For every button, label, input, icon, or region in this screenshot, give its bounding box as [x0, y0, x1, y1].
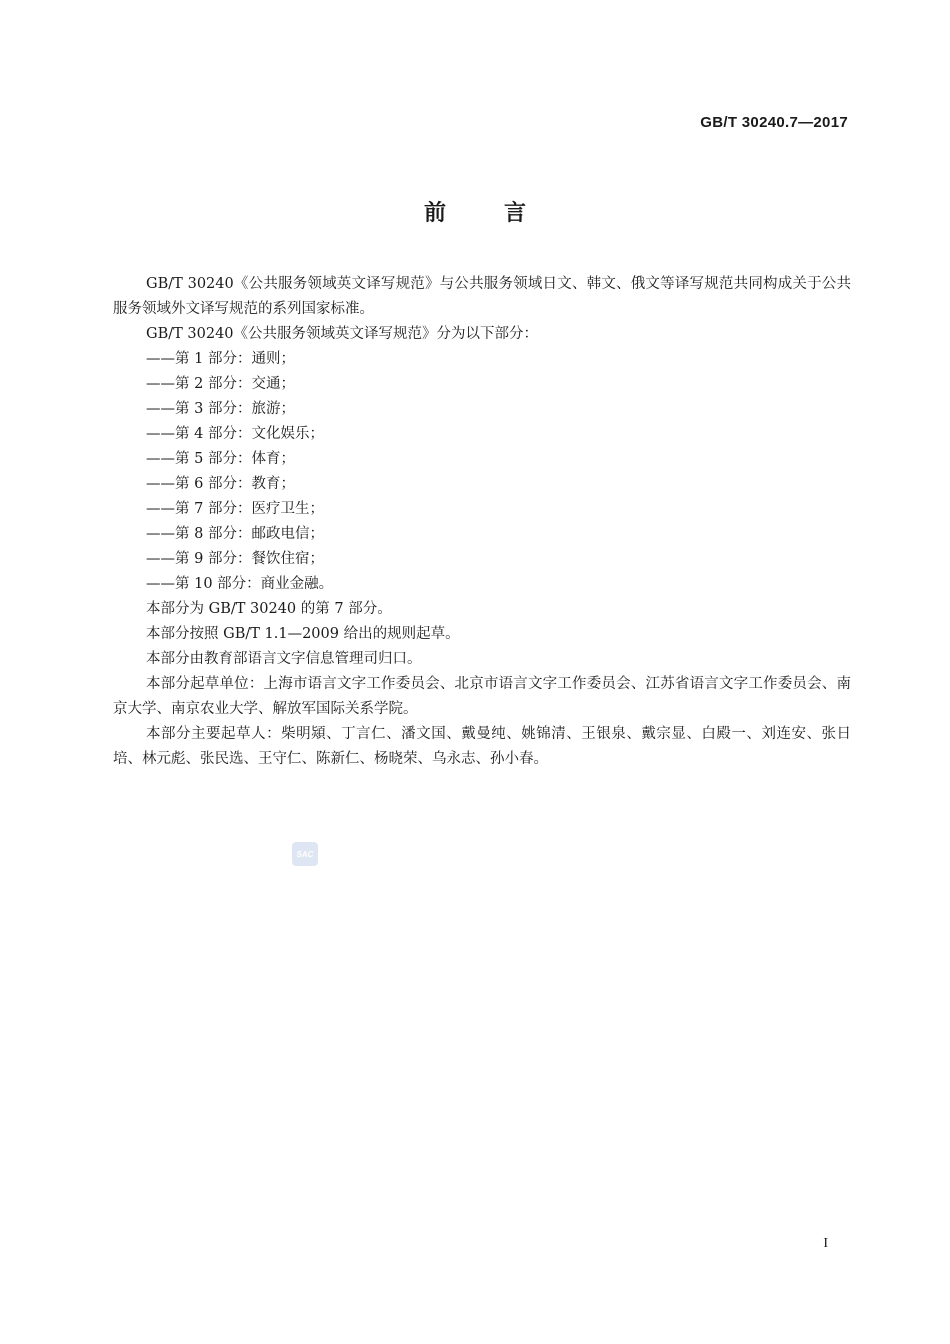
standard-code: GB/T 30240.7—2017	[700, 114, 848, 131]
page-title: 前言	[423, 201, 584, 226]
list-item: ——第 7 部分：医疗卫生；	[146, 501, 324, 517]
drafters-paragraph: 本部分主要起草人：柴明熲、丁言仁、潘文国、戴曼纯、姚锦清、王银泉、戴宗显、白殿一、刘连安、张日培、林元彪、张民选、王守仁、陈新仁、杨晓荣、乌永志、孙小春。	[113, 726, 851, 767]
list-item: ——第 9 部分：餐饮住宿；	[146, 551, 324, 567]
list-item: ——第 4 部分：文化娱乐；	[146, 426, 324, 442]
drafting-rules-paragraph: 本部分按照 GB/T 1.1—2009 给出的规则起草。	[146, 626, 460, 642]
parts-intro-paragraph: GB/T 30240《公共服务领域英文译写规范》分为以下部分：	[146, 326, 539, 342]
list-item: ——第 2 部分：交通；	[146, 376, 295, 392]
administration-paragraph: 本部分由教育部语言文字信息管理司归口。	[146, 651, 422, 667]
list-item: ——第 8 部分：邮政电信；	[146, 526, 324, 542]
part-number-paragraph: 本部分为 GB/T 30240 的第 7 部分。	[146, 601, 392, 617]
sac-watermark-logo: SAC	[292, 842, 318, 866]
list-item: ——第 6 部分：教育；	[146, 476, 295, 492]
list-item: ——第 5 部分：体育；	[146, 451, 295, 467]
drafting-units-paragraph: 本部分起草单位：上海市语言文字工作委员会、北京市语言文字工作委员会、江苏省语言文字工作委员会、南京大学、南京农业大学、解放军国际关系学院。	[113, 676, 851, 717]
page-number: I	[823, 1236, 828, 1251]
parts-list	[113, 347, 851, 597]
list-item: ——第 10 部分：商业金融。	[146, 576, 334, 592]
document-body	[113, 272, 851, 772]
intro-paragraph: GB/T 30240《公共服务领域英文译写规范》与公共服务领域日文、韩文、俄文等译写规范共同构成关于公共服务领域外文译写规范的系列国家标准。	[113, 276, 851, 317]
list-item: ——第 1 部分：通则；	[146, 351, 295, 367]
list-item: ——第 3 部分：旅游；	[146, 401, 295, 417]
